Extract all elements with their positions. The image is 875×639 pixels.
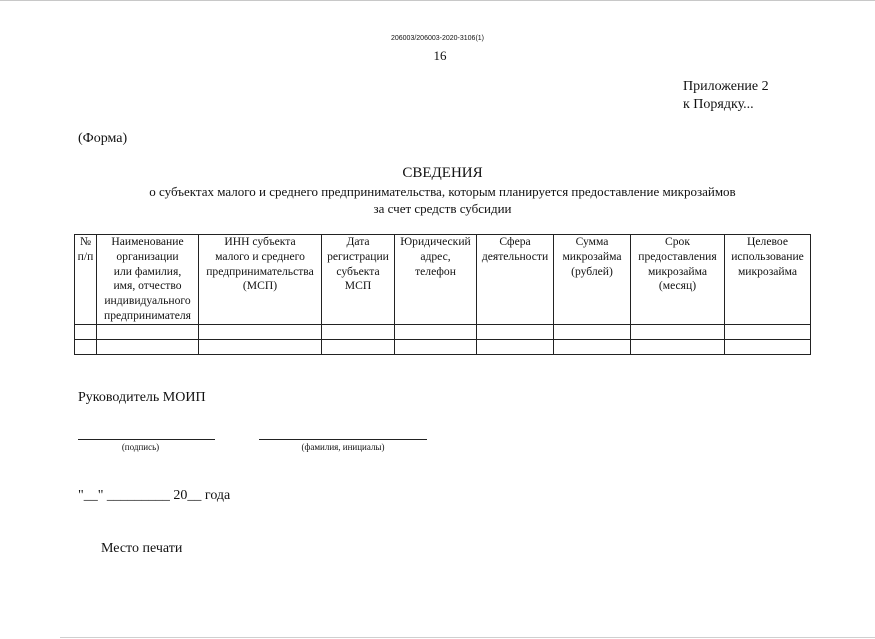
appendix-line-2: к Порядку...	[683, 97, 754, 112]
table-cell	[554, 324, 631, 339]
col-header-name: Наименование организации или фамилия, имя, отчество индивидуального предпринимателя	[97, 235, 199, 325]
name-initials-line	[259, 439, 427, 440]
col-header-address: Юридический адрес, телефон	[395, 235, 477, 325]
col-header-number: № п/п	[75, 235, 97, 325]
col-header-activity: Сфера деятельности	[477, 235, 554, 325]
table-cell	[322, 339, 395, 354]
table-cell	[477, 324, 554, 339]
col-header-inn: ИНН субъекта малого и среднего предпринимательства (МСП)	[199, 235, 322, 325]
document-title: СВЕДЕНИЯ	[402, 165, 483, 181]
page-number: 16	[433, 48, 447, 63]
table-cell	[97, 339, 199, 354]
signature-caption: (подпись)	[121, 442, 160, 452]
document-id: 206003/206003-2020-3106(1)	[390, 35, 485, 42]
table-cell	[75, 339, 97, 354]
col-header-loan-amount: Сумма микрозайма (рублей)	[554, 235, 631, 325]
table-cell	[322, 324, 395, 339]
col-header-loan-term: Срок предоставления микрозайма (месяц)	[631, 235, 725, 325]
table-cell	[395, 339, 477, 354]
table-cell	[631, 339, 725, 354]
bottom-edge-line	[60, 637, 875, 638]
table-cell	[75, 324, 97, 339]
table-header-row	[75, 235, 811, 325]
appendix-reference	[683, 78, 769, 114]
table-cell	[554, 339, 631, 354]
table-cell	[477, 339, 554, 354]
table-cell	[725, 339, 811, 354]
name-initials-caption: (фамилия, инициалы)	[301, 442, 385, 452]
subtitle-line-2: за счет средств субсидии	[373, 201, 512, 216]
document-subtitle	[0, 183, 875, 217]
col-header-registration-date: Дата регистрации субъекта МСП	[322, 235, 395, 325]
table-cell	[199, 339, 322, 354]
appendix-line-1: Приложение 2	[683, 79, 769, 94]
subtitle-line-1: о субъектах малого и среднего предпринимательства, которым планируется предоставление микрозаймов	[149, 184, 736, 199]
table-cell	[199, 324, 322, 339]
stamp-placeholder-label: Место печати	[101, 541, 183, 556]
table-cell	[631, 324, 725, 339]
table-cell	[725, 324, 811, 339]
top-edge-line	[0, 0, 875, 1]
date-line: "__" _________ 20__ года	[78, 488, 231, 503]
head-of-organization-label: Руководитель МОИП	[78, 390, 206, 405]
table-row	[75, 339, 811, 354]
table-row	[75, 324, 811, 339]
table-cell	[395, 324, 477, 339]
data-table	[74, 234, 811, 355]
table-cell	[97, 324, 199, 339]
col-header-loan-purpose: Целевое использование микрозайма	[725, 235, 811, 325]
form-label: (Форма)	[78, 131, 128, 146]
signature-line	[78, 439, 215, 440]
